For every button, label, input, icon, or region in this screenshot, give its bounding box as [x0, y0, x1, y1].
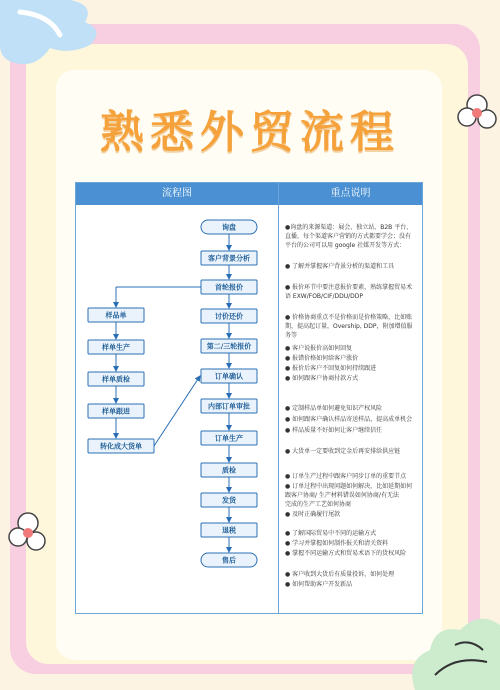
flow-node-1: [201, 220, 257, 234]
note-line: ● 及时正确履行尾款: [285, 511, 341, 518]
note-ship1: [285, 529, 417, 538]
flow-node-6: [201, 369, 257, 383]
svg-text:退税: 退税: [222, 526, 236, 535]
note-s3: [285, 426, 417, 435]
note-line: 直播，每个渠道客户营销的方式都要学会；没有: [285, 233, 412, 240]
note-prod2: [285, 482, 417, 509]
note-line: ● 报错价格如何给客户涨价: [285, 355, 359, 362]
flow-node-7: [201, 399, 257, 413]
sample-node-2: [88, 340, 144, 354]
note-prod1: [285, 472, 417, 481]
note-p7: [285, 374, 417, 383]
svg-text:订单生产: 订单生产: [215, 434, 243, 443]
svg-text:样单质检: 样单质检: [102, 375, 130, 384]
svg-text:订单确认: 订单确认: [215, 372, 243, 381]
sample-node-1: [88, 308, 144, 322]
flow-node-10: [201, 493, 257, 507]
flow-node-9: [201, 463, 257, 477]
svg-text:样单跟进: 样单跟进: [102, 407, 130, 416]
flow-node-5: [201, 339, 257, 353]
note-line: 务等: [285, 332, 298, 339]
note-line: ●询盘的来源渠道：展会、独立站、B2B 平台、: [285, 224, 413, 231]
note-line: ● 报价后客户不回复如何持续跟进: [285, 365, 377, 372]
note-after2: [285, 580, 417, 589]
notes-header: 重点说明: [279, 183, 422, 205]
flow-node-8: [201, 431, 257, 445]
note-background: [285, 262, 417, 271]
note-line: ● 订单过程中出现问题如何解决，比如延期如何: [285, 483, 413, 490]
svg-text:第二/三轮报价: 第二/三轮报价: [206, 342, 252, 351]
svg-text:样单生产: 样单生产: [102, 343, 130, 352]
process-table: [75, 182, 423, 614]
note-line: ● 客户收到大货后有质量投诉，如何处理: [285, 571, 395, 578]
note-line: ● 定制样品单如何避免知识产权风险: [285, 405, 383, 412]
note-line: ● 价格协商重点不是价格而是价格策略，比如账: [285, 314, 413, 321]
svg-text:售后: 售后: [222, 556, 236, 565]
svg-text:发货: 发货: [222, 496, 236, 505]
note-ship3: [285, 549, 417, 558]
svg-text:询盘: 询盘: [222, 223, 236, 232]
note-line: ● 如何跟客户确认样品寄送样品，提高成单机会: [285, 416, 413, 423]
note-line: ● 样品质量不好如何让客户继续信任: [285, 427, 383, 434]
sample-node-5: [88, 439, 154, 453]
top-left-blue-splash-icon: [0, 0, 120, 80]
svg-text:讨价还价: 讨价还价: [215, 312, 243, 321]
note-after1: [285, 570, 417, 579]
svg-text:客户背景分析: 客户背景分析: [208, 254, 250, 263]
sample-node-3: [88, 372, 144, 386]
note-ship2: [285, 539, 417, 548]
note-inquiry: [285, 223, 417, 250]
note-line: ● 大货单一定要收到定金后再安排给供应链: [285, 448, 401, 455]
note-s1: [285, 404, 417, 413]
note-p5: [285, 354, 417, 363]
note-quote: [285, 283, 417, 301]
svg-text:样品单: 样品单: [105, 311, 127, 320]
note-price: [285, 313, 417, 340]
note-line: ● 了解并掌握客户背景分析的渠道和工具: [285, 263, 395, 270]
note-s2: [285, 415, 417, 424]
note-bulk: [285, 447, 417, 456]
note-p6: [285, 364, 417, 373]
flow-node-12: [201, 553, 257, 567]
note-line: ● 如何帮助客户开发新品: [285, 581, 353, 588]
flow-node-3: [201, 280, 257, 294]
flowchart-header: 流程图: [76, 183, 278, 205]
merge-arrow: [154, 376, 200, 446]
flow-node-2: [201, 251, 257, 265]
note-line: ● 掌握不同运输方式和贸易术语下的货权风险: [285, 550, 407, 557]
note-line: 平台的公司可以用 google 社媒开发等方式：: [285, 242, 406, 249]
note-line: ● 报价环节中要注意报价要素，熟练掌握贸易术: [285, 284, 413, 291]
svg-text:首轮报价: 首轮报价: [215, 283, 243, 292]
left-flower-icon: [8, 505, 53, 560]
note-prod3: [285, 510, 417, 519]
note-line: 跟客户协商/ 生产材料错误如何协商/有无法: [285, 492, 399, 499]
note-line: ● 如何跟客户协商付款方式: [285, 375, 359, 382]
flow-node-11: [201, 523, 257, 537]
column-divider: [278, 183, 279, 613]
note-line: ● 订单生产过程中跟客户同步订单的重要节点: [285, 473, 407, 480]
svg-text:质检: 质检: [222, 466, 236, 475]
flowchart: [76, 183, 278, 613]
svg-text:转化成大货单: 转化成大货单: [100, 442, 142, 451]
note-p4: [285, 344, 417, 353]
note-line: 完成的生产工艺如何协商: [285, 501, 352, 508]
note-line: ● 学习并掌握如何制作报关和清关资料: [285, 540, 389, 547]
flow-node-4: [201, 309, 257, 323]
page-title: 熟悉外贸流程: [100, 107, 400, 158]
note-line: 语 EXW/FOB/CIF/DDU/DDP: [285, 293, 364, 300]
note-line: ● 了解国际贸易中不同的运输方式: [285, 530, 377, 537]
note-line: ● 客户说报价高如何回复: [285, 345, 353, 352]
sample-node-4: [88, 404, 144, 418]
svg-text:内部订单审批: 内部订单审批: [208, 402, 250, 411]
note-line: 期，提高起订量，Overship, DDP，附加增值服: [285, 323, 413, 330]
